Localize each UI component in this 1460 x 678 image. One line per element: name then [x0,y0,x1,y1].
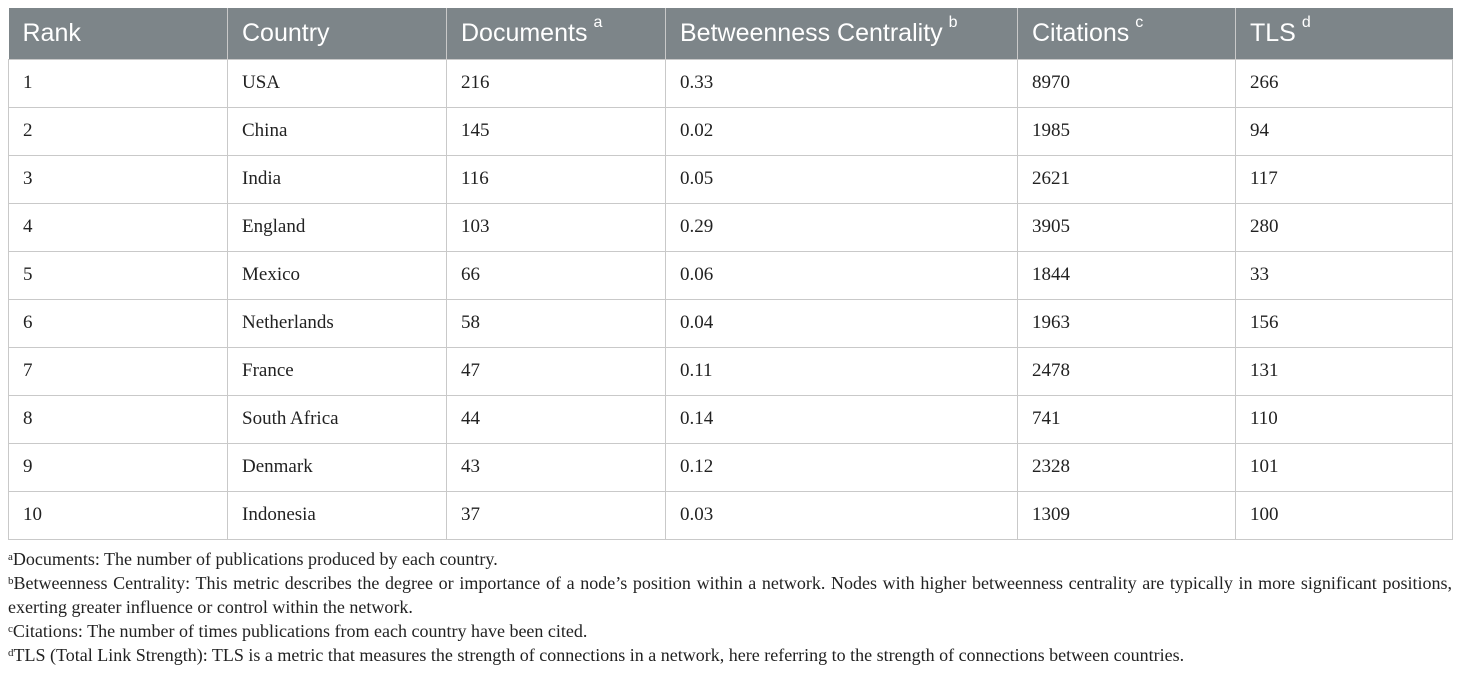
footnote-betweenness: $^b$Betweenness Centrality: This metric describes the degree or importance of a node’s position within a network. Nodes with higher betweenness centrality are typically in more significant positions, exerting greater influence or control within the network. [8,572,1452,617]
cell-country: South Africa [228,395,447,443]
cell-tls: 33 [1236,251,1453,299]
table-row [9,155,1453,203]
cell-country: Netherlands [228,299,447,347]
cell-citations: 1963 [1018,299,1236,347]
header-tls: TLS $^d$ [1236,8,1453,59]
footnote-marker: a [593,13,603,31]
cell-rank: 1 [9,59,228,107]
cell-documents: 44 [447,395,666,443]
cell-country: France [228,347,447,395]
table-row [9,203,1453,251]
cell-citations: 741 [1018,395,1236,443]
cell-documents: 47 [447,347,666,395]
cell-rank: 3 [9,155,228,203]
cell-country: India [228,155,447,203]
cell-betweenness: 0.11 [666,347,1018,395]
cell-tls: 101 [1236,443,1453,491]
footnote-marker: b [948,13,958,31]
table-row [9,59,1453,107]
table-row [9,395,1453,443]
header-documents: Documents $^a$ [447,8,666,59]
cell-rank: 9 [9,443,228,491]
country-ranking-table [8,8,1453,540]
cell-tls: 110 [1236,395,1453,443]
table-row [9,251,1453,299]
cell-citations: 2621 [1018,155,1236,203]
cell-tls: 117 [1236,155,1453,203]
cell-citations: 1844 [1018,251,1236,299]
cell-tls: 156 [1236,299,1453,347]
footnote-citations: $^c$Citations: The number of times publications from each country have been cited. [8,620,588,641]
cell-citations: 2478 [1018,347,1236,395]
cell-documents: 43 [447,443,666,491]
footnote-marker: a [8,550,13,563]
cell-documents: 37 [447,491,666,539]
header-rank: Rank [9,8,228,59]
header-citations: Citations $^c$ [1018,8,1236,59]
cell-citations: 1309 [1018,491,1236,539]
cell-country: China [228,107,447,155]
cell-citations: 2328 [1018,443,1236,491]
cell-betweenness: 0.29 [666,203,1018,251]
footnote-tls: $^d$TLS (Total Link Strength): TLS is a metric that measures the strength of connections in a network, here referring to the strength of connections between countries. [8,644,1185,665]
cell-betweenness: 0.04 [666,299,1018,347]
cell-betweenness: 0.02 [666,107,1018,155]
cell-tls: 100 [1236,491,1453,539]
cell-country: Indonesia [228,491,447,539]
cell-tls: 280 [1236,203,1453,251]
table-footnotes [8,547,1452,667]
cell-rank: 10 [9,491,228,539]
cell-citations: 1985 [1018,107,1236,155]
footnote-marker: d [1301,13,1311,31]
header-row [9,8,1453,59]
cell-rank: 7 [9,347,228,395]
footnote-documents: $^a$Documents: The number of publications produced by each country. [8,548,498,569]
footnote-marker: c [1135,13,1144,31]
cell-documents: 58 [447,299,666,347]
footnote-marker: b [8,574,14,587]
cell-country: Mexico [228,251,447,299]
table-container [8,8,1452,667]
cell-country: USA [228,59,447,107]
cell-citations: 3905 [1018,203,1236,251]
table-row [9,299,1453,347]
cell-citations: 8970 [1018,59,1236,107]
cell-betweenness: 0.14 [666,395,1018,443]
cell-documents: 66 [447,251,666,299]
footnote-marker: d [8,646,14,659]
table-row [9,491,1453,539]
cell-documents: 216 [447,59,666,107]
cell-rank: 4 [9,203,228,251]
cell-rank: 8 [9,395,228,443]
cell-betweenness: 0.03 [666,491,1018,539]
footnote-marker: c [8,622,13,635]
cell-documents: 103 [447,203,666,251]
cell-rank: 6 [9,299,228,347]
table-row [9,347,1453,395]
cell-documents: 145 [447,107,666,155]
table-row [9,443,1453,491]
cell-tls: 266 [1236,59,1453,107]
header-country: Country [228,8,447,59]
cell-betweenness: 0.12 [666,443,1018,491]
cell-betweenness: 0.06 [666,251,1018,299]
cell-documents: 116 [447,155,666,203]
header-betweenness-centrality: Betweenness Centrality $^b$ [666,8,1018,59]
cell-country: Denmark [228,443,447,491]
cell-tls: 131 [1236,347,1453,395]
cell-betweenness: 0.05 [666,155,1018,203]
cell-country: England [228,203,447,251]
cell-rank: 5 [9,251,228,299]
cell-rank: 2 [9,107,228,155]
table-row [9,107,1453,155]
cell-tls: 94 [1236,107,1453,155]
cell-betweenness: 0.33 [666,59,1018,107]
